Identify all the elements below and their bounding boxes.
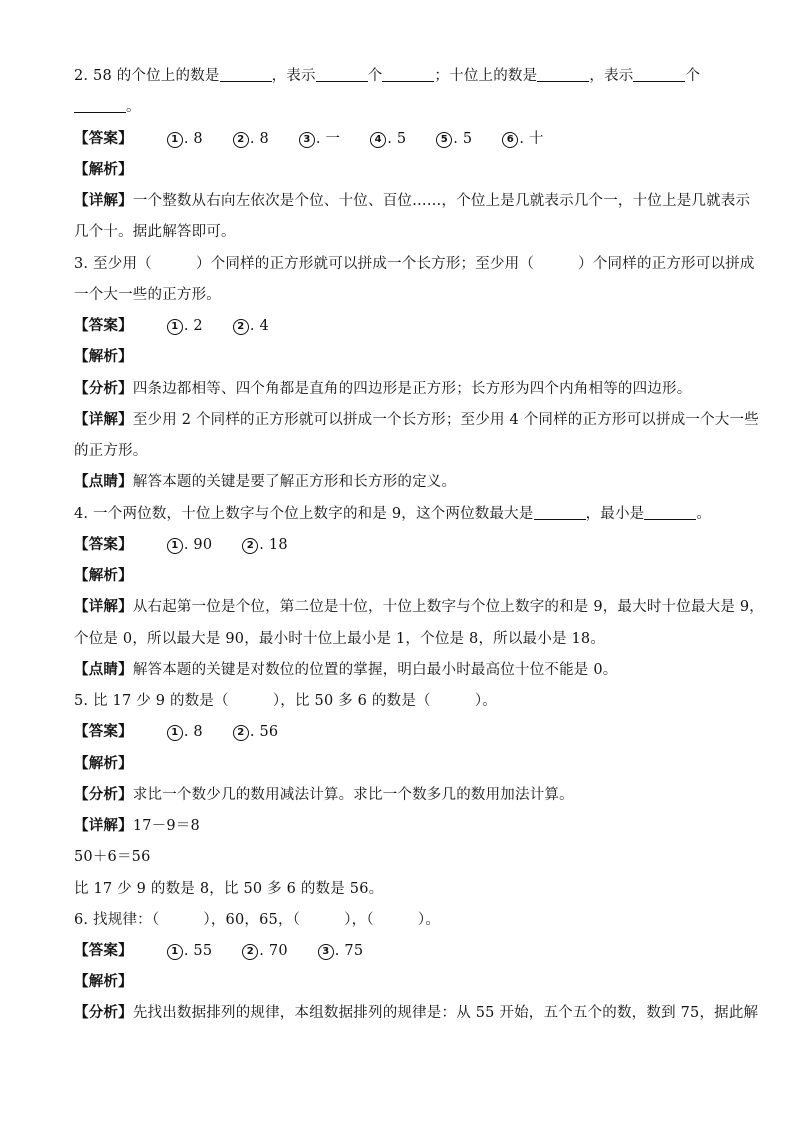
- line-text: 3. 至少用（ ）个同样的正方形就可以拼成一个长方形；至少用（ ）个同样的正方形可以拼成: [74, 256, 755, 272]
- section-label: 【解析】: [74, 973, 133, 990]
- doc-line: [74, 1003, 759, 1023]
- doc-line: [74, 629, 734, 649]
- doc-line: [74, 847, 734, 867]
- line-text: 至少用 2 个同样的正方形就可以拼成一个长方形；至少用 4 个同样的正方形可以拼成一个大一些: [132, 412, 759, 428]
- answer-item: [318, 941, 363, 961]
- circled-number-icon: 1: [167, 132, 183, 148]
- doc-line: [74, 504, 734, 524]
- doc-line: [74, 722, 734, 742]
- answer-blank: [644, 505, 696, 520]
- line-text: 2. 58 的个位上的数是: [74, 68, 220, 84]
- section-label: 【解析】: [74, 348, 133, 365]
- answer-value: . 十: [519, 131, 544, 147]
- answer-item: [167, 722, 203, 742]
- answer-item: [370, 129, 406, 149]
- answer-blank: [316, 67, 368, 82]
- section-label: 【详解】: [74, 598, 133, 615]
- line-text: 5. 比 17 少 9 的数是（ ），比 50 多 6 的数是（ ）。: [74, 693, 497, 709]
- circled-number-icon: 1: [167, 319, 183, 335]
- line-text: 个: [685, 68, 701, 84]
- doc-line: [74, 754, 734, 774]
- answer-item: [436, 129, 472, 149]
- answer-blank: [633, 67, 685, 82]
- answer-list: [133, 722, 279, 742]
- answer-blank: [537, 67, 589, 82]
- answer-value: . 5: [453, 131, 473, 147]
- line-text: 一个大一些的正方形。: [74, 287, 221, 303]
- doc-line: [74, 910, 734, 930]
- line-text: ；十位上的数是: [434, 68, 538, 84]
- doc-line: [74, 691, 734, 711]
- doc-line: [74, 941, 734, 961]
- answer-blank: [534, 505, 586, 520]
- answer-item: [233, 129, 269, 149]
- circled-number-icon: 6: [502, 132, 518, 148]
- answer-blank: [74, 98, 126, 113]
- answer-label: 【答案】: [74, 942, 133, 959]
- line-text: 一个整数从右向左依次是个位、十位、百位……，个位上是几就表示几个一，十位上是几就表示: [132, 193, 751, 209]
- doc-line: [74, 160, 734, 180]
- doc-line: [74, 316, 734, 336]
- answer-value: . 4: [249, 318, 269, 334]
- section-label: 【详解】: [74, 817, 133, 834]
- doc-line: [74, 129, 734, 149]
- answer-value: . 一: [315, 131, 341, 147]
- line-text: 4. 一个两位数，十位上数字与个位上数字的和是 9，这个两位数最大是: [74, 506, 534, 522]
- doc-line: [74, 597, 764, 617]
- line-text: 个: [367, 68, 383, 84]
- line-text: 比 17 少 9 的数是 8，比 50 多 6 的数是 56。: [74, 881, 384, 897]
- section-label: 【点睛】: [74, 473, 133, 490]
- answer-list: [133, 941, 363, 961]
- answer-value: . 55: [183, 943, 213, 959]
- section-label: 【分析】: [74, 380, 133, 397]
- line-text: 解答本题的关键是要了解正方形和长方形的定义。: [132, 474, 457, 490]
- doc-line: [74, 410, 759, 430]
- doc-line: [74, 972, 734, 992]
- circled-number-icon: 2: [233, 132, 249, 148]
- circled-number-icon: 2: [233, 319, 249, 335]
- line-text: ，最小是: [585, 506, 645, 522]
- answer-list: [133, 129, 544, 149]
- line-text: 从右起第一位是个位，第二位是十位，十位上数字与个位上数字的和是 9，最大时十位最大是 9，: [132, 599, 764, 615]
- section-label: 【点睛】: [74, 661, 133, 678]
- answer-item: [167, 941, 212, 961]
- circled-number-icon: 1: [167, 725, 183, 741]
- answer-value: . 70: [259, 943, 288, 959]
- circled-number-icon: 5: [436, 132, 452, 148]
- answer-label: 【答案】: [74, 130, 133, 147]
- doc-line: [74, 441, 734, 461]
- circled-number-icon: 2: [233, 725, 249, 741]
- circled-number-icon: 4: [370, 132, 386, 148]
- answer-item: [167, 129, 203, 149]
- line-text: 50＋6＝56: [74, 849, 151, 865]
- answer-label: 【答案】: [74, 723, 133, 740]
- answer-list: [133, 535, 288, 555]
- answer-label: 【答案】: [74, 536, 133, 553]
- doc-line: [74, 566, 734, 586]
- circled-number-icon: 2: [242, 944, 258, 960]
- answer-value: . 5: [387, 131, 407, 147]
- answer-item: [167, 316, 203, 336]
- line-text: 6. 找规律：（ ），60，65，（ ），（ ）。: [74, 912, 441, 928]
- doc-line: [74, 472, 734, 492]
- section-label: 【分析】: [74, 786, 133, 803]
- answer-value: . 18: [259, 537, 288, 553]
- doc-line: [74, 785, 734, 805]
- answer-blank: [220, 67, 272, 82]
- section-label: 【解析】: [74, 567, 133, 584]
- answer-item: [502, 129, 543, 149]
- line-text: 。: [126, 99, 141, 115]
- line-text: 几个十。据此解答即可。: [74, 224, 236, 240]
- doc-line: [74, 285, 734, 305]
- answer-value: . 56: [249, 724, 279, 740]
- line-text: 解答本题的关键是对数位的位置的掌握，明白最小时最高位十位不能是 0。: [132, 662, 618, 678]
- doc-line: [74, 191, 751, 211]
- doc-line: [74, 379, 734, 399]
- answer-blank: [382, 67, 434, 82]
- answer-label: 【答案】: [74, 317, 133, 334]
- section-label: 【详解】: [74, 411, 133, 428]
- answer-item: [233, 316, 269, 336]
- doc-line: [74, 816, 734, 836]
- line-text: 个位是 0，所以最大是 90，最小时十位上最小是 1，个位是 8，所以最小是 18。: [74, 631, 606, 647]
- line-text: 17－9＝8: [132, 818, 200, 834]
- line-text: ，表示: [271, 68, 316, 84]
- doc-line: [74, 347, 734, 367]
- answer-value: . 8: [249, 131, 269, 147]
- section-label: 【详解】: [74, 192, 133, 209]
- doc-line: [74, 660, 734, 680]
- line-text: 的正方形。: [74, 443, 148, 459]
- answer-list: [133, 316, 269, 336]
- doc-line: [74, 535, 734, 555]
- answer-item: [242, 941, 287, 961]
- line-text: 。: [696, 506, 712, 522]
- line-text: 求比一个数少几的数用减法计算。求比一个数多几的数用加法计算。: [132, 787, 574, 803]
- section-label: 【分析】: [74, 1004, 133, 1021]
- doc-line: [74, 254, 755, 274]
- answer-item: [233, 722, 278, 742]
- answer-item: [167, 535, 212, 555]
- doc-line: [74, 222, 734, 242]
- answer-value: . 90: [183, 537, 213, 553]
- section-label: 【解析】: [74, 161, 133, 178]
- answer-value: . 8: [183, 724, 203, 740]
- circled-number-icon: 3: [318, 944, 334, 960]
- section-label: 【解析】: [74, 755, 133, 772]
- answer-item: [242, 535, 287, 555]
- answer-value: . 2: [183, 318, 203, 334]
- circled-number-icon: 3: [299, 132, 315, 148]
- line-text: ，表示: [589, 68, 634, 84]
- line-text: 四条边都相等、四个角都是直角的四边形是正方形；长方形为四个内角相等的四边形。: [132, 381, 692, 397]
- doc-line: [74, 97, 734, 117]
- answer-item: [299, 129, 340, 149]
- doc-line: [74, 66, 734, 86]
- answer-value: . 8: [183, 131, 203, 147]
- circled-number-icon: 1: [167, 538, 183, 554]
- answer-value: . 75: [334, 943, 364, 959]
- circled-number-icon: 1: [167, 944, 183, 960]
- circled-number-icon: 2: [242, 538, 258, 554]
- doc-line: [74, 879, 734, 899]
- line-text: 先找出数据排列的规律，本组数据排列的规律是：从 55 开始，五个五个的数，数到 75，据此解: [132, 1005, 759, 1021]
